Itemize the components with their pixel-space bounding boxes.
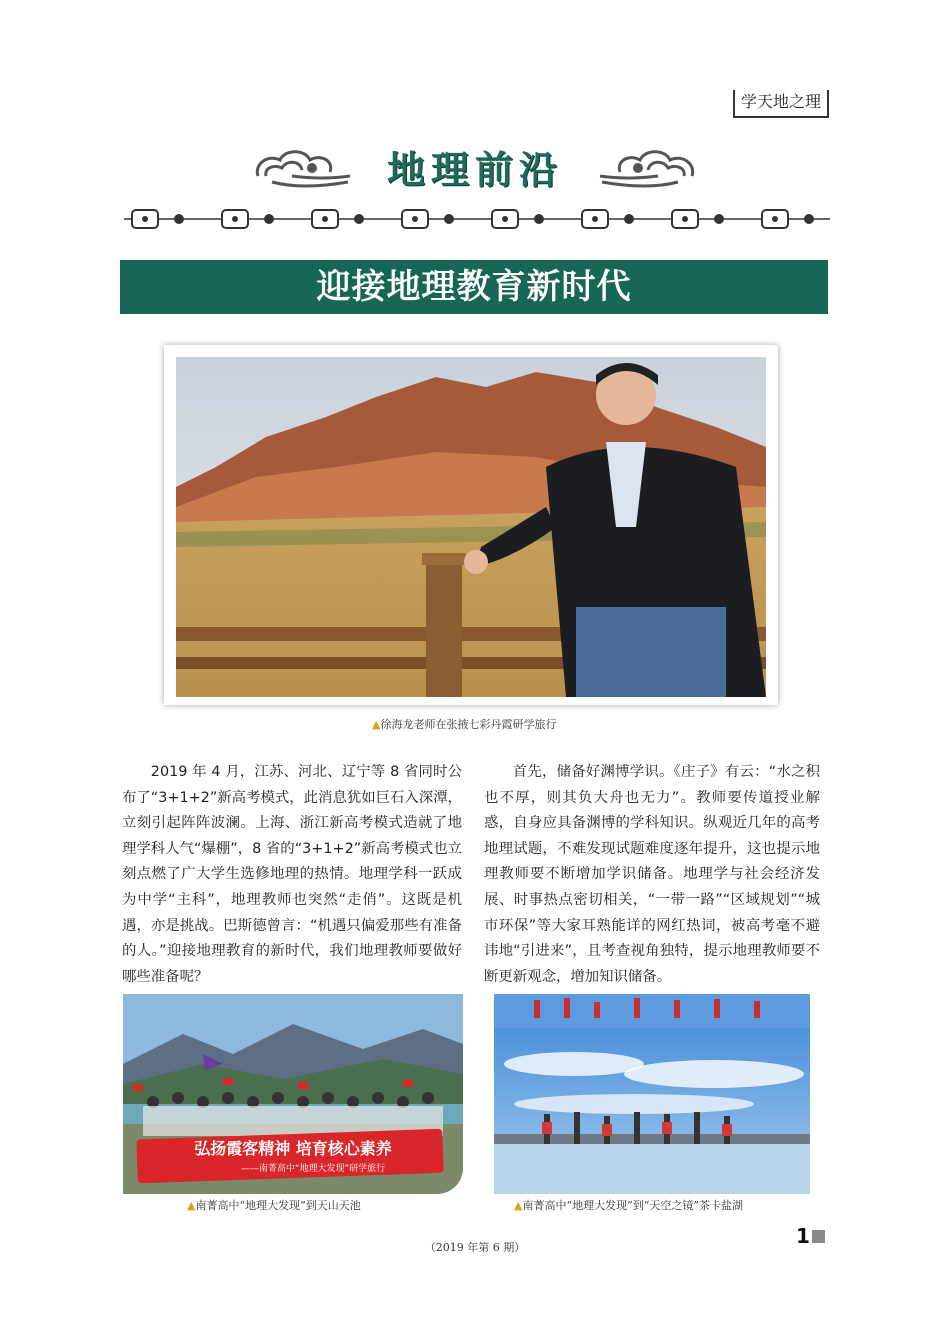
caption-text: 南菁高中“地理大发现”到天山天池 (195, 1199, 361, 1212)
ornament-band (124, 206, 830, 232)
photo-tianchi (123, 994, 463, 1194)
main-photo (176, 357, 766, 697)
left-paragraph: 2019 年 4 月，江苏、河北、辽宁等 8 省同时公布了“3+1+2”新高考模式，此消息犹如巨石入深潭，立刻引起阵阵波澜。上海、浙江新高考模式造就了地理学科人气“爆棚”，8 省的“3+1+2”新高考模式也立刻点燃了广大学生选修地理的热情。地理学科一跃成为中学“主科”，地理教师也突然“走俏”。这既是机遇，亦是挑战。巴斯德曾言：“机遇只偏爱那些有准备的人。”迎接地理教育的新时代，我们地理教师要做好哪些准备呢？ (122, 764, 462, 985)
cloud-ornament-icon (598, 146, 698, 192)
caption-text: 徐海龙老师在张掖七彩丹霞研学旅行 (380, 718, 557, 731)
main-photo-frame (164, 345, 778, 705)
photo3-caption (514, 1197, 743, 1213)
photo-banner-line2: ——南菁高中“地理大发现”研学旅行 (240, 1164, 386, 1174)
right-paragraph: 首先，储备好渊博学识。《庄子》有云：“水之积也不厚，则其负大舟也无力”。教师要传道授业解惑，自身应具备渊博的学科知识。纵观近几年的高考地理试题，不难发现试题难度逐年提升，这也提示地理教师要不断增加学识储备。地理学与社会经济发展、时事热点密切相关，“一带一路”“区域规划”“城市环保”等大家耳熟能详的网红热词，被高考毫不避讳地“引进来”，且考查视角独特，提示地理教师要不断更新观念，增加知识储备。 (484, 764, 820, 985)
caption-text: 南菁高中“地理大发现”到“天空之镜”茶卡盐湖 (522, 1199, 743, 1212)
left-column (122, 760, 462, 990)
page-number: 1 (796, 1224, 810, 1248)
photo-chaka-image (494, 994, 810, 1194)
section-tag: 学天地之理 (733, 90, 829, 118)
photo2-caption (187, 1197, 361, 1213)
column-title: 地理前沿 (386, 147, 563, 192)
triangle-marker-icon: ▲ (514, 1199, 523, 1212)
triangle-marker-icon: ▲ (372, 718, 381, 731)
page-number-square (812, 1230, 825, 1243)
article-title-banner: 迎接地理教育新时代 (120, 260, 828, 314)
issue-footer: （2019 年第 6 期） (424, 1241, 526, 1254)
photo-banner-line1: 弘扬霞客精神 培育核心素养 (194, 1139, 392, 1158)
photo-tianchi-image (123, 994, 463, 1194)
right-column (484, 760, 820, 990)
photo-chaka (494, 994, 810, 1194)
triangle-marker-icon: ▲ (187, 1199, 196, 1212)
main-photo-caption (372, 716, 556, 732)
